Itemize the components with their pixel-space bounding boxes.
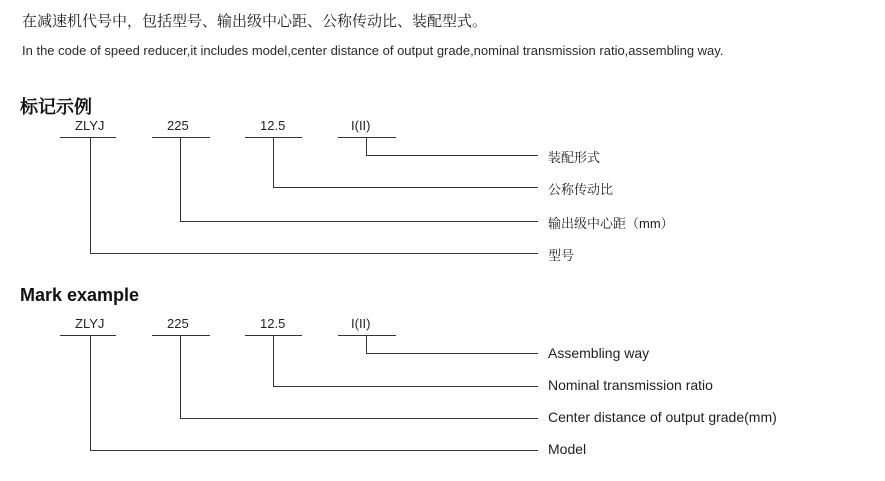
code-model: ZLYJ [75,316,105,331]
code-ratio: 12.5 [260,316,286,331]
section-heading-chinese: 标记示例 [20,97,92,117]
label-assembling-way: 装配形式 [548,150,601,165]
label-center-distance: Center distance of output grade(mm) [548,409,777,425]
label-nominal-ratio: Nominal transmission ratio [548,377,713,393]
label-nominal-ratio: 公称传动比 [548,182,614,197]
label-model: 型号 [548,248,575,263]
code-ratio: 12.5 [260,118,286,133]
label-assembling-way: Assembling way [548,345,650,361]
label-center-distance: 输出级中心距（mm） [548,216,674,231]
code-center-distance: 225 [167,316,189,331]
intro-english: In the code of speed reducer,it includes model,center distance of output grade,nominal transmission ratio,assembling way. [22,43,724,58]
code-assembly: I(II) [351,118,371,133]
code-assembly: I(II) [351,316,371,331]
code-model: ZLYJ [75,118,105,133]
label-model: Model [548,441,587,457]
code-center-distance: 225 [167,118,189,133]
intro-chinese: 在减速机代号中，包括型号、输出级中心距、公称传动比、装配型式。 [22,13,488,30]
section-heading-english: Mark example [20,285,140,305]
